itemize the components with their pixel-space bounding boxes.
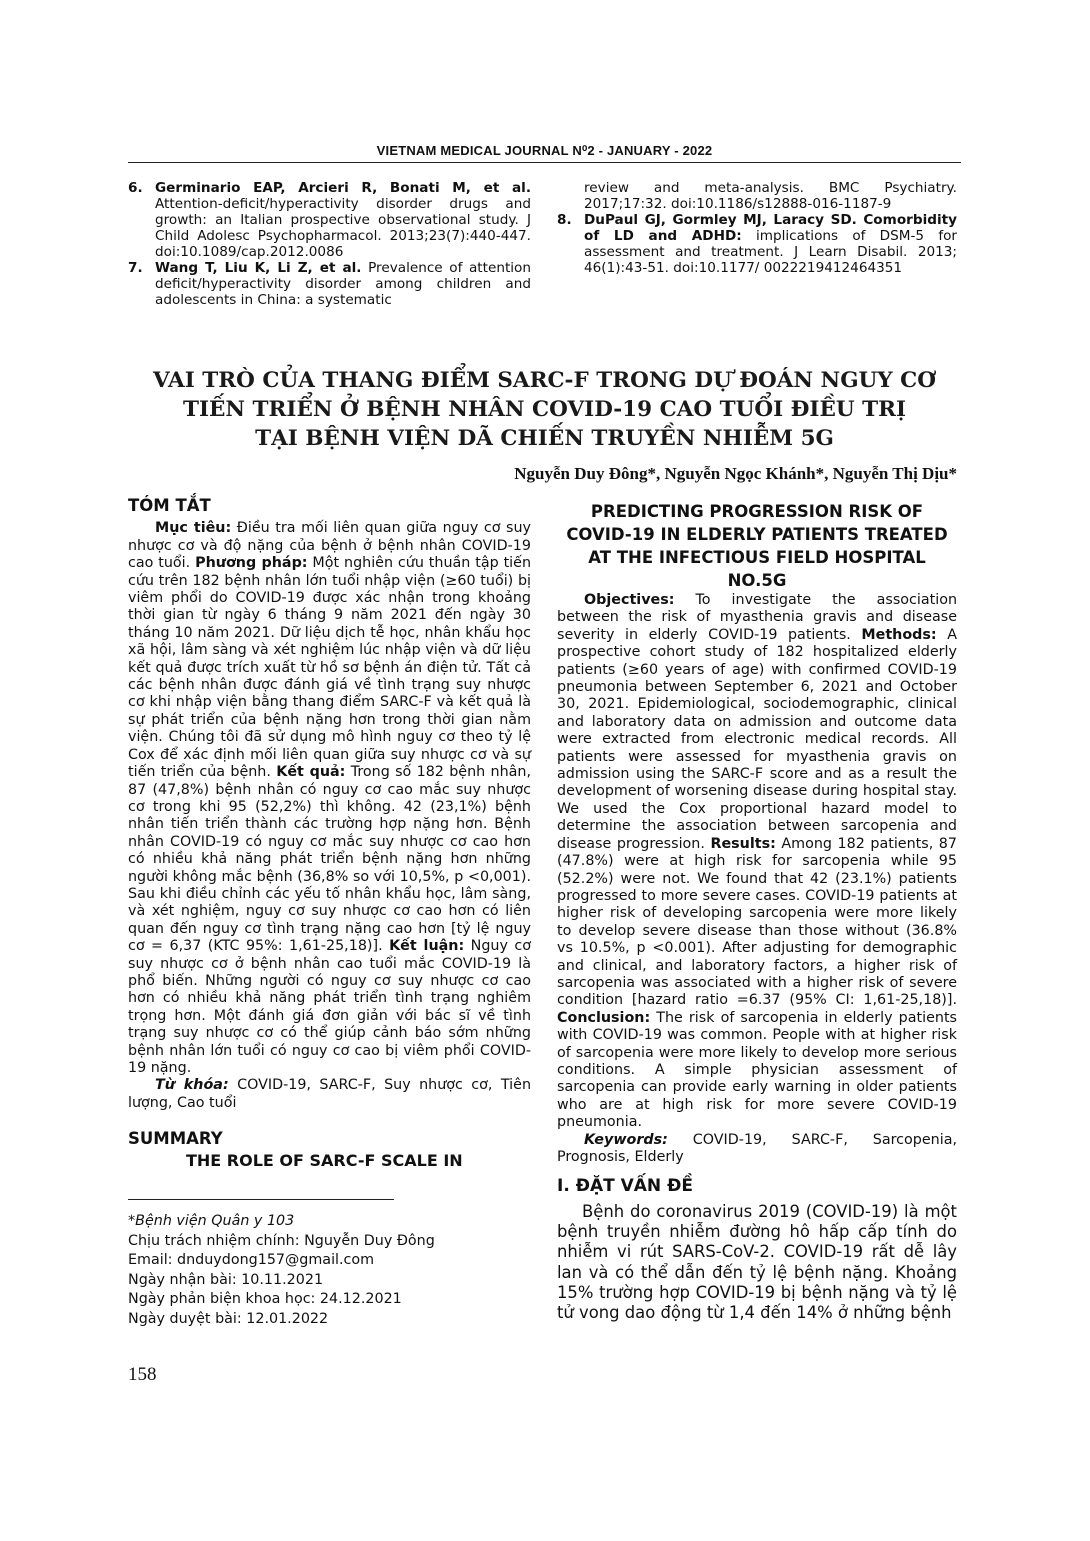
abstract-vi-body [128, 520, 531, 1077]
phuong-phap-text: Một nghiên cứu thuần tập tiến cứu trên 182 bệnh nhân lớn tuổi nhập viện (≥60 tuổi) bị viêm phổi do COVID-19 được xác nhận trong khoảng thời gian từ ngày 6 tháng 9 năm 2021 đến ngày 30 tháng 10 năm 2021. Dữ liệu dịch tễ học, nhân khẩu học xã hội, lâm sàng và xét nghiệm lúc nhập viện và dữ liệu kết quả được trích xuất từ hồ sơ bệnh án điện tử. Tất cả các bệnh nhân được đánh giá về tình trạng suy nhược cơ khi nhập viện bằng thang điểm SARC-F và kết quả là sự phát triển của bệnh nặng hơn trong thời gian nằm viện. Chúng tôi đã sử dụng mô hình nguy cơ theo tỷ lệ Cox để xác định mối liên quan giữa suy nhược cơ và sự tiến triển của bệnh. [128, 555, 532, 781]
keywords-vi [128, 1077, 531, 1112]
title-line-1: VAI TRÒ CỦA THANG ĐIỂM SARC-F TRONG DỰ ĐOÁN NGUY CƠ [153, 368, 936, 393]
footnote-reviewed: Ngày phản biện khoa học: 24.12.2021 [128, 1291, 402, 1307]
label-objectives: Objectives: [584, 592, 675, 608]
references-right [557, 180, 957, 276]
summary-title-start: THE ROLE OF SARC-F SCALE IN [186, 1150, 463, 1170]
summary-heading: SUMMARY [128, 1129, 223, 1149]
header-rule [128, 162, 961, 163]
english-title-line-1: PREDICTING PROGRESSION RISK OF [590, 502, 924, 521]
conclusion-text: The risk of sarcopenia in elderly patients with COVID-19 was common. People with at higher risk of sarcopenia were more likely to develop more serious conditions. A simple physician assessment of sarcopenia can provide early warning in older patients who are at high risk for more severe COVID-19 pneumonia. [557, 1009, 957, 1131]
footnote-rule [128, 1199, 394, 1200]
reference-8 [557, 212, 957, 276]
label-keywords: Keywords: [584, 1131, 668, 1148]
label-ket-qua: Kết quả: [276, 764, 346, 781]
abstract-en-body [557, 592, 957, 1132]
tu-khoa-text: COVID-19, SARC-F, Suy nhược cơ, Tiên lượng, Cao tuổi [128, 1077, 532, 1111]
footnote-email: Email: dnduydong157@gmail.com [128, 1252, 375, 1268]
authors: Nguyễn Duy Đông*, Nguyễn Ngọc Khánh*, Nguyễn Thị Dịu* [514, 464, 957, 483]
reference-text: implications of DSM-5 for assessment and treatment. J Learn Disabil. 2013; 46(1):43-51. doi:10.1177/ 0022219412464351 [584, 228, 958, 276]
muc-tieu-text: Điều tra mối liên quan giữa nguy cơ suy nhược cơ và độ nặng của bệnh ở bệnh nhân COVID-19 cao tuổi. [128, 520, 532, 572]
label-conclusion: Conclusion: [557, 1009, 651, 1026]
reference-7 [128, 260, 531, 308]
page-number: 158 [128, 1364, 157, 1385]
journal-header: VIETNAM MEDICAL JOURNAL N⁰2 - JANUARY - 2022 [376, 143, 713, 158]
reference-7-continuation: review and meta-analysis. BMC Psychiatry. 2017;17:32. doi:10.1186/s12888-016-1187-9 [584, 180, 957, 212]
reference-number: 6. [128, 180, 143, 196]
reference-6 [128, 180, 531, 260]
english-title [557, 500, 957, 592]
ket-luan-text: Nguy cơ suy nhược cơ ở bệnh nhân cao tuổi mắc COVID-19 là phổ biến. Những người có nguy cơ suy nhược cơ cao hơn có nhiều khả năng phát triển tình trạng nghiêm trọng hơn. Một đánh giá đơn giản với bác sĩ về tình trạng suy nhược cơ có thể giúp cảnh báo sớm những bệnh nhân lớn tuổi có nguy cơ cao bị viêm phổi COVID-19 nặng. [128, 938, 531, 1076]
keywords-en [557, 1132, 957, 1167]
intro-heading: I. ĐẶT VẤN ĐỀ [557, 1176, 693, 1197]
reference-text: Prevalence of attention deficit/hyperactivity disorder among children and adolescents in China: a systematic [155, 260, 531, 308]
right-column [557, 500, 957, 1324]
english-title-line-3: AT THE INFECTIOUS FIELD HOSPITAL NO.5G [588, 548, 926, 590]
label-methods: Methods: [861, 626, 937, 643]
results-text: Among 182 patients, 87 (47.8%) were at high risk for sarcopenia while 95 (52.2%) were not. We found that 42 (23.1%) patients progressed to more severe cases. COVID-19 patients at higher risk of developing sarcopenia were more likely to develop severe disease than those without (36.8% vs 10.5%, p <0.001). After adjusting for demographic and clinical, and laboratory factors, a higher risk of sarcopenia was associated with a higher risk of severe condition [hazard ratio =6.37 (95% CI: 1,61-25,18)]. [557, 835, 958, 1009]
abstract-vi-heading: TÓM TẮT [128, 496, 211, 515]
reference-authors: DuPaul GJ, Gormley MJ, Laracy SD. Comorbidity of LD and ADHD: [584, 212, 957, 244]
label-ket-luan: Kết luận: [389, 938, 465, 955]
english-title-line-2: COVID-19 IN ELDERLY PATIENTS TREATED [566, 525, 948, 544]
objectives-text: To investigate the association between the risk of myasthenia gravis and disease severity in elderly COVID-19 patients. [557, 592, 958, 643]
footnote-responsible: Chịu trách nhiệm chính: Nguyễn Duy Đông [128, 1232, 435, 1249]
article-title [128, 366, 961, 453]
title-line-3: TẠI BỆNH VIỆN DÃ CHIẾN TRUYỀN NHIỄM 5G [255, 426, 834, 451]
reference-number: 7. [128, 260, 143, 276]
reference-number: 8. [557, 212, 572, 228]
title-line-2: TIẾN TRIỂN Ở BỆNH NHÂN COVID-19 CAO TUỔI ĐIỀU TRỊ [182, 397, 907, 422]
left-column [128, 497, 531, 1169]
label-tu-khoa: Từ khóa: [155, 1077, 229, 1094]
footnote-received: Ngày nhận bài: 10.11.2021 [128, 1271, 324, 1288]
intro-text: Bệnh do coronavirus 2019 (COVID-19) là một bệnh truyền nhiễm đường hô hấp cấp tính do nhiễm vi rút SARS-CoV-2. COVID-19 rất dễ lây lan và có thể dẫn đến tỷ lệ bệnh nặng. Khoảng 15% trường hợp COVID-19 bị bệnh nặng và tỷ lệ tử vong dao động từ 1,4 đến 14% ở những bệnh [557, 1201, 957, 1323]
reference-text: Attention-deficit/hyperactivity disorder drugs and growth: an Italian prospective observational study. J Child Adolesc Psychopharmacol. 2013;23(7):440-447. doi:10.1089/cap.2012.0086 [155, 196, 531, 260]
reference-authors: Wang T, Liu K, Li Z, et al. [155, 260, 362, 276]
methods-text: A prospective cohort study of 182 hospitalized elderly patients (≥60 years of age) with confirmed COVID-19 pneumonia between September 6, 2021 and October 30, 2021. Epidemiological, sociodemographic, clinical and laboratory data on admission and outcome data were extracted from electronic medical records. All patients were assessed for myasthenia gravis on admission using the SARC-F score and as a result the development of worsening disease during hospital stay. We used the Cox proportional hazard model to determine the association between sarcopenia and disease progression. [557, 626, 957, 852]
footnotes [128, 1212, 435, 1329]
footnote-hospital: *Bệnh viện Quân y 103 [128, 1213, 295, 1229]
footnote-approved: Ngày duyệt bài: 12.01.2022 [128, 1310, 329, 1327]
reference-authors: Germinario EAP, Arcieri R, Bonati M, et al. [155, 180, 531, 196]
ket-qua-text: Trong số 182 bệnh nhân, 87 (47,8%) bệnh nhân có nguy cơ cao mắc suy nhược cơ trong khi 95 (52,2%) thì không. 42 (23,1%) bệnh nhân tiến triển thành các trường hợp nặng hơn. Bệnh nhân COVID-19 có nguy cơ mắc suy nhược cơ cao hơn có nhiều khả năng phát triển bệnh nặng hơn những người không mắc bệnh (36,8% so với 10,5%, p <0,001). Sau khi điều chỉnh các yếu tố nhân khẩu học, lâm sàng, và xét nghiệm, nguy cơ suy nhược cơ cao hơn có liên quan đến nguy cơ tình trạng nặng cao hơn [tỷ lệ nguy cơ = 6,37 (KTC 95%: 1,61-25,18)]. [128, 764, 532, 955]
label-muc-tieu: Mục tiêu: [155, 520, 232, 537]
label-results: Results: [710, 835, 776, 852]
label-phuong-phap: Phương pháp: [195, 555, 308, 572]
keywords-text: COVID-19, SARC-F, Sarcopenia, Prognosis, Elderly [557, 1131, 958, 1165]
references-left [128, 180, 531, 308]
